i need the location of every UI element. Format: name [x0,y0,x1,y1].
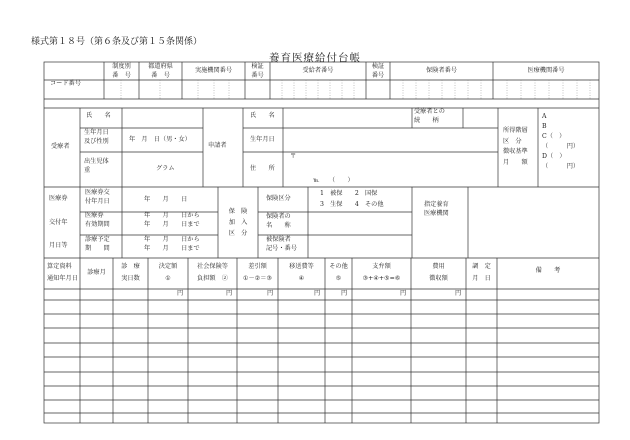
applicant-name-label: 氏 名 [250,112,275,119]
ticket-label-2: 交付年 [49,219,68,226]
insurance-category-label: 保険区分 [266,195,291,202]
birth-weight-unit: グラム [156,165,175,172]
prefecture-number-label: 都道府県 番 号 [148,63,173,79]
yen-decided: 円 [177,290,184,297]
page-title: 養育医療給付台帳 [269,52,361,64]
insurer-number-label: 保険者番号 [426,67,457,74]
insurance-category-options: 1 被保 2 国保 3 生保 4 その他 [320,190,384,208]
applicant-birthdate-label: 生年月日 [250,136,275,143]
other-header: その他 ⑤ [329,263,348,282]
telephone-field: ℡ （ ） [313,177,354,184]
birth-weight-label: 出生児体 重 [84,158,109,174]
relationship-label: 受療者との 続 柄 [414,108,445,124]
settlement-date-header: 算定資料 通知年月日 [47,263,78,282]
recipient-name-label: 氏 名 [86,112,111,119]
insurer-name-label: 保険者の 名 称 [266,213,291,229]
insurance-enrollment-label: 保 険 加 入 区 分 [228,208,248,238]
applicant-label: 申請者 [208,142,227,149]
validity-label: 医療券 有効期間 [85,212,110,228]
applicant-address-label: 住 所 [250,165,275,172]
yen-transfer: 円 [314,290,321,297]
decided-amount-header: 決定額 ① [158,263,178,282]
social-insurance-header: 社会保険等 負担額 ② [197,263,228,282]
ticket-label-3: 月日等 [49,242,68,249]
recipient-label: 受療者 [51,143,70,150]
implementing-agency-number-label: 実施機関番号 [194,67,233,74]
issue-date-value: 年 月 日 [144,196,188,203]
deduction-header: 差引額 ①－②＝③ [242,263,273,282]
public-expense-header: 支弁額 ③+④+⑤=⑥ [362,263,401,282]
check-digit-1-label: 検証 番号 [251,63,264,79]
check-digit-2-label: 検証 番号 [371,63,385,79]
validity-value: 年 月 日から 年 月 日まで [144,212,200,228]
cost-collection-header: 費用 徴収額 [429,263,448,282]
yen-cost-collection: 円 [455,290,462,297]
recipient-birthdate-value: 年 月 日（男・女） [129,136,191,143]
planned-period-label: 診療予定 期 間 [85,236,110,252]
insured-symbol-label: 被保険者 記号・番号 [266,236,297,252]
income-class-labels: 所得階層 区 分 徴収基準 月 額 [503,127,528,166]
recipient-number-label: 受給者番号 [302,67,334,74]
postal-mark: 〒 [290,153,297,160]
yen-social: 円 [226,290,233,297]
yen-deduction: 円 [267,290,274,297]
income-grade-options: A B C（ ） （ 円） D（ ） （ 円） [542,113,580,170]
adjustment-date-header: 調 定 月 日 [472,263,491,282]
legal-number-label: 制度別 番 号 [112,63,131,79]
ticket-label-1: 医療券 [49,195,68,202]
transfer-cost-header: 移送費等 ④ [289,263,314,282]
remarks-header: 備 考 [535,267,561,274]
planned-period-value: 年 月 日から 年 月 日まで [144,236,200,252]
designated-institution-label: 指定養育 医療機関 [424,201,449,217]
yen-other: 円 [341,290,348,297]
treatment-month-header: 診療月 [87,269,106,276]
yen-public-expense: 円 [400,290,407,297]
form-number: 様式第１８号（第６条及び第１５条関係） [31,37,203,47]
medical-institution-number-label: 医療機関番号 [527,67,565,74]
issue-date-label: 医療券交 付年月日 [85,189,110,205]
code-number-label: コード番号 [50,80,81,87]
recipient-birthdate-label: 生年月日 及び性別 [84,129,109,145]
treatment-days-header: 診 療 実日数 [121,263,140,282]
